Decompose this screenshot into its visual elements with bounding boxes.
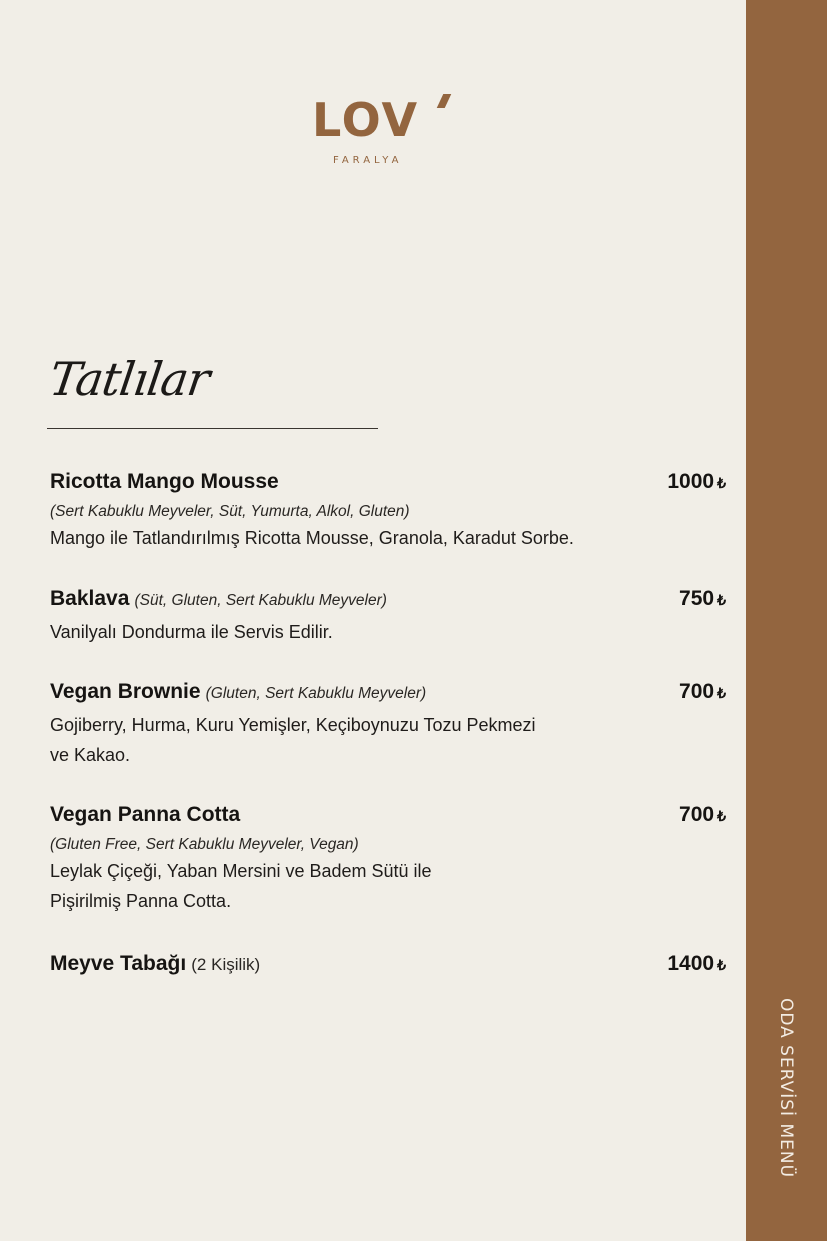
item-price	[679, 678, 726, 707]
logo-accent-mark	[437, 94, 452, 108]
item-allergens: (Gluten, Sert Kabuklu Meyveler)	[205, 685, 427, 702]
logo-subtitle: FARALYA	[333, 155, 403, 166]
title-divider	[47, 428, 378, 429]
item-description-line-2: Pişirilmiş Panna Cotta.	[50, 891, 232, 911]
item-allergens: (Gluten Free, Sert Kabuklu Meyveler, Vegan)	[50, 836, 359, 853]
item-description: Vanilyalı Dondurma ile Servis Edilir.	[50, 622, 333, 642]
price-value: 700	[679, 680, 715, 703]
item-description: Leylak Çiçeği, Yaban Mersini ve Badem Sütü ile	[50, 861, 432, 881]
currency-symbol: ₺	[717, 475, 726, 491]
side-label: ODA SERVİSİ MENÜ	[776, 997, 796, 1179]
item-name: Ricotta Mango Mousse	[50, 470, 279, 493]
price-value: 1000	[667, 470, 715, 493]
item-price	[667, 950, 726, 979]
item-price	[679, 801, 726, 830]
price-value: 700	[679, 803, 715, 826]
item-portion: (2 Kişilik)	[191, 955, 261, 974]
menu-item	[50, 950, 726, 979]
item-description: Mango ile Tatlandırılmış Ricotta Mousse, Granola, Karadut Sorbe.	[50, 528, 574, 548]
currency-symbol: ₺	[717, 957, 726, 973]
section-title: Tatlılar	[46, 352, 213, 406]
menu-item	[50, 678, 726, 770]
item-description-line-2: ve Kakao.	[50, 745, 131, 765]
menu-item	[50, 468, 726, 553]
item-name: Vegan Panna Cotta	[50, 803, 241, 826]
menu-item	[50, 585, 726, 647]
item-name: Vegan Brownie	[50, 680, 201, 703]
item-price	[667, 468, 726, 497]
item-name: Meyve Tabağı	[50, 952, 187, 975]
item-name: Baklava	[50, 587, 130, 610]
price-value: 1400	[667, 952, 715, 975]
currency-symbol: ₺	[717, 685, 726, 701]
item-allergens: (Sert Kabuklu Meyveler, Süt, Yumurta, Alkol, Gluten)	[50, 503, 410, 520]
currency-symbol: ₺	[717, 808, 726, 824]
item-allergens: (Süt, Gluten, Sert Kabuklu Meyveler)	[134, 592, 387, 609]
price-value: 750	[679, 587, 715, 610]
logo-word: LOV	[312, 93, 420, 147]
item-price	[679, 585, 726, 614]
menu-item	[50, 801, 726, 916]
item-description: Gojiberry, Hurma, Kuru Yemişler, Keçiboynuzu Tozu Pekmezi	[50, 715, 536, 735]
currency-symbol: ₺	[717, 592, 726, 608]
brand-logo	[300, 92, 465, 172]
